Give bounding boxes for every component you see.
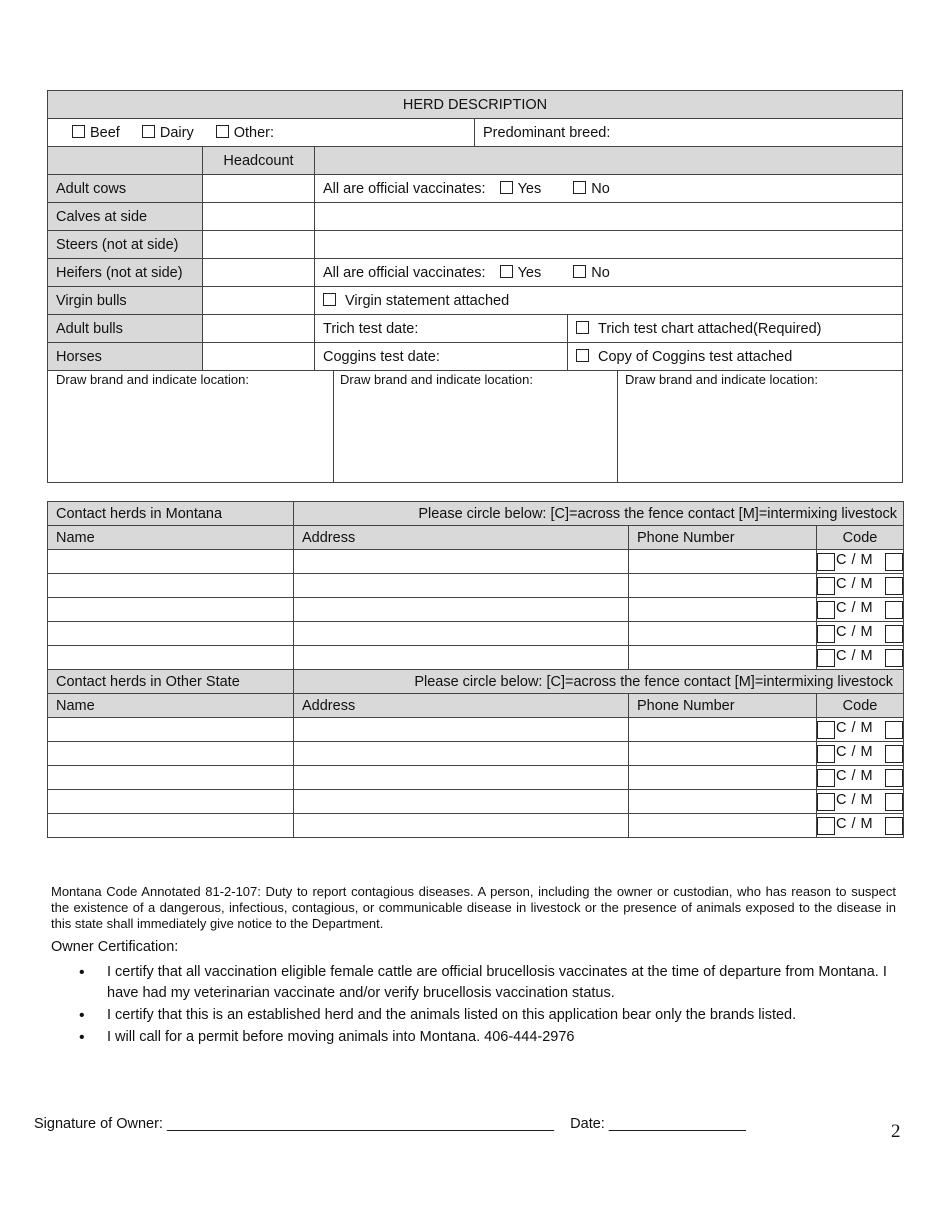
yes-label: Yes	[517, 264, 542, 281]
name-input[interactable]	[48, 790, 294, 814]
table-row	[48, 814, 904, 838]
phone-input[interactable]	[629, 574, 817, 598]
address-input[interactable]	[294, 646, 629, 670]
legal-notice: Montana Code Annotated 81-2-107: Duty to report contagious diseases. A person, including the owner or custodian, who has reason to suspect the existence of a dangerous, infectious, contagious, or communicable disease in livestock or the presence of animals exposed to the disease in this state shall immediately give notice to the Department.	[51, 884, 896, 931]
table-row	[48, 175, 903, 203]
predominant-breed-label: Predominant breed:	[483, 124, 611, 141]
table-row	[48, 343, 903, 371]
code-text: C / M	[836, 624, 874, 640]
other-checkbox[interactable]	[216, 125, 229, 138]
signature-row	[34, 1116, 746, 1132]
headcount-input[interactable]	[203, 315, 315, 343]
row-label: Steers (not at side)	[48, 231, 203, 259]
m-checkbox[interactable]	[885, 577, 903, 595]
phone-input[interactable]	[629, 790, 817, 814]
headcount-input[interactable]	[203, 231, 315, 259]
m-checkbox[interactable]	[885, 553, 903, 571]
dairy-label: Dairy	[159, 124, 194, 141]
table-row	[48, 574, 904, 598]
address-input[interactable]	[294, 766, 629, 790]
c-checkbox[interactable]	[817, 601, 835, 619]
phone-input[interactable]	[629, 550, 817, 574]
brand-box-2[interactable]	[332, 370, 618, 483]
name-input[interactable]	[48, 742, 294, 766]
coggins-date-label: Coggins test date:	[323, 348, 440, 365]
column-header-name: Name	[48, 526, 294, 550]
trich-date-label: Trich test date:	[323, 320, 419, 337]
c-checkbox[interactable]	[817, 769, 835, 787]
virgin-statement-label: Virgin statement attached	[345, 292, 510, 309]
date-line[interactable]: _________________	[608, 1116, 746, 1132]
address-input[interactable]	[294, 814, 629, 838]
table-row	[48, 598, 904, 622]
c-checkbox[interactable]	[817, 649, 835, 667]
row-label: Horses	[48, 343, 203, 371]
list-item: • I certify that this is an established herd and the animals listed on this application bear only the brands listed.	[58, 1005, 888, 1026]
c-checkbox[interactable]	[817, 553, 835, 571]
virgin-statement-checkbox[interactable]	[323, 293, 336, 306]
trich-chart-checkbox[interactable]	[576, 321, 589, 334]
table-row	[48, 259, 903, 287]
list-item: • I certify that all vaccination eligible female cattle are official brucellosis vaccinates at the time of departure from Montana. I have had my veterinarian vaccinate and/or verify brucellosis vaccination status.	[58, 962, 888, 1004]
row-label: Adult cows	[48, 175, 203, 203]
c-checkbox[interactable]	[817, 577, 835, 595]
brand-box-1[interactable]	[47, 370, 334, 483]
date-label: Date:	[570, 1116, 605, 1132]
owner-signature-line[interactable]: ________________________________________________	[167, 1116, 555, 1132]
contacts-other-title: Contact herds in Other State	[48, 670, 294, 694]
table-row	[48, 718, 904, 742]
headcount-input[interactable]	[203, 175, 315, 203]
brand-label: Draw brand and indicate location:	[625, 372, 818, 387]
column-header-name: Name	[48, 694, 294, 718]
m-checkbox[interactable]	[885, 793, 903, 811]
name-input[interactable]	[48, 766, 294, 790]
column-header-code: Code	[817, 526, 904, 550]
c-checkbox[interactable]	[817, 817, 835, 835]
headcount-input[interactable]	[203, 203, 315, 231]
column-header-phone: Phone Number	[629, 526, 817, 550]
yes-checkbox[interactable]	[500, 265, 513, 278]
coggins-date-field[interactable]	[315, 343, 568, 371]
m-checkbox[interactable]	[885, 769, 903, 787]
headcount-input[interactable]	[203, 259, 315, 287]
certification-list	[58, 962, 888, 1049]
contacts-mt-instructions: Please circle below: [C]=across the fence contact [M]=intermixing livestock	[294, 502, 904, 526]
address-input[interactable]	[294, 622, 629, 646]
herd-title: HERD DESCRIPTION	[48, 91, 903, 119]
address-input[interactable]	[294, 550, 629, 574]
m-checkbox[interactable]	[885, 601, 903, 619]
beef-checkbox[interactable]	[72, 125, 85, 138]
code-text: C / M	[836, 552, 874, 568]
predominant-breed-field[interactable]	[475, 119, 903, 147]
table-row	[48, 315, 903, 343]
c-checkbox[interactable]	[817, 721, 835, 739]
brand-box-3[interactable]	[617, 370, 903, 483]
row-label: Heifers (not at side)	[48, 259, 203, 287]
m-checkbox[interactable]	[885, 817, 903, 835]
headcount-header: Headcount	[203, 147, 315, 175]
address-input[interactable]	[294, 718, 629, 742]
headcount-input[interactable]	[203, 343, 315, 371]
name-input[interactable]	[48, 574, 294, 598]
code-text: C / M	[836, 792, 874, 808]
phone-input[interactable]	[629, 718, 817, 742]
contact-herds-table	[47, 501, 904, 838]
no-checkbox[interactable]	[573, 181, 586, 194]
code-text: C / M	[836, 600, 874, 616]
name-input[interactable]	[48, 646, 294, 670]
no-checkbox[interactable]	[573, 265, 586, 278]
table-row	[48, 646, 904, 670]
vaccinates-label: All are official vaccinates:	[323, 180, 486, 197]
vaccinates-label: All are official vaccinates:	[323, 264, 486, 281]
yes-checkbox[interactable]	[500, 181, 513, 194]
code-text: C / M	[836, 720, 874, 736]
table-row	[48, 742, 904, 766]
headcount-input[interactable]	[203, 287, 315, 315]
column-header-address: Address	[294, 526, 629, 550]
page-number: 2	[891, 1121, 901, 1142]
herd-description-table	[47, 90, 903, 371]
address-input[interactable]	[294, 742, 629, 766]
row-label: Calves at side	[48, 203, 203, 231]
phone-input[interactable]	[629, 814, 817, 838]
m-checkbox[interactable]	[885, 721, 903, 739]
table-row	[48, 766, 904, 790]
code-text: C / M	[836, 648, 874, 664]
no-label: No	[591, 264, 610, 281]
contacts-other-instructions: Please circle below: [C]=across the fence contact [M]=intermixing livestock	[294, 670, 904, 694]
coggins-copy-checkbox[interactable]	[576, 349, 589, 362]
owner-certification-label: Owner Certification:	[51, 939, 179, 955]
name-input[interactable]	[48, 718, 294, 742]
phone-input[interactable]	[629, 646, 817, 670]
beef-label: Beef	[90, 124, 120, 141]
coggins-copy-label: Copy of Coggins test attached	[598, 348, 793, 365]
other-label: Other:	[233, 124, 275, 141]
row-label: Virgin bulls	[48, 287, 203, 315]
owner-signature-label: Signature of Owner:	[34, 1116, 163, 1132]
address-input[interactable]	[294, 574, 629, 598]
row-label: Adult bulls	[48, 315, 203, 343]
no-label: No	[591, 180, 610, 197]
address-input[interactable]	[294, 790, 629, 814]
trich-date-field[interactable]	[315, 315, 568, 343]
table-row	[48, 790, 904, 814]
code-text: C / M	[836, 744, 874, 760]
name-input[interactable]	[48, 622, 294, 646]
contacts-mt-title: Contact herds in Montana	[48, 502, 294, 526]
yes-label: Yes	[517, 180, 542, 197]
column-header-address: Address	[294, 694, 629, 718]
phone-input[interactable]	[629, 742, 817, 766]
list-item: • I will call for a permit before moving animals into Montana. 406-444-2976	[58, 1027, 888, 1048]
c-checkbox[interactable]	[817, 745, 835, 763]
m-checkbox[interactable]	[885, 625, 903, 643]
code-text: C / M	[836, 768, 874, 784]
table-row	[48, 287, 903, 315]
table-row	[48, 231, 903, 259]
table-row	[48, 622, 904, 646]
dairy-checkbox[interactable]	[142, 125, 155, 138]
phone-input[interactable]	[629, 598, 817, 622]
name-input[interactable]	[48, 814, 294, 838]
table-row	[48, 203, 903, 231]
c-checkbox[interactable]	[817, 793, 835, 811]
trich-chart-label: Trich test chart attached(Required)	[598, 320, 822, 337]
name-input[interactable]	[48, 550, 294, 574]
name-input[interactable]	[48, 598, 294, 622]
c-checkbox[interactable]	[817, 625, 835, 643]
address-input[interactable]	[294, 598, 629, 622]
phone-input[interactable]	[629, 622, 817, 646]
phone-input[interactable]	[629, 766, 817, 790]
code-text: C / M	[836, 816, 874, 832]
code-text: C / M	[836, 576, 874, 592]
brand-label: Draw brand and indicate location:	[56, 372, 249, 387]
m-checkbox[interactable]	[885, 649, 903, 667]
column-header-phone: Phone Number	[629, 694, 817, 718]
brand-label: Draw brand and indicate location:	[340, 372, 533, 387]
m-checkbox[interactable]	[885, 745, 903, 763]
table-row	[48, 550, 904, 574]
column-header-code: Code	[817, 694, 904, 718]
